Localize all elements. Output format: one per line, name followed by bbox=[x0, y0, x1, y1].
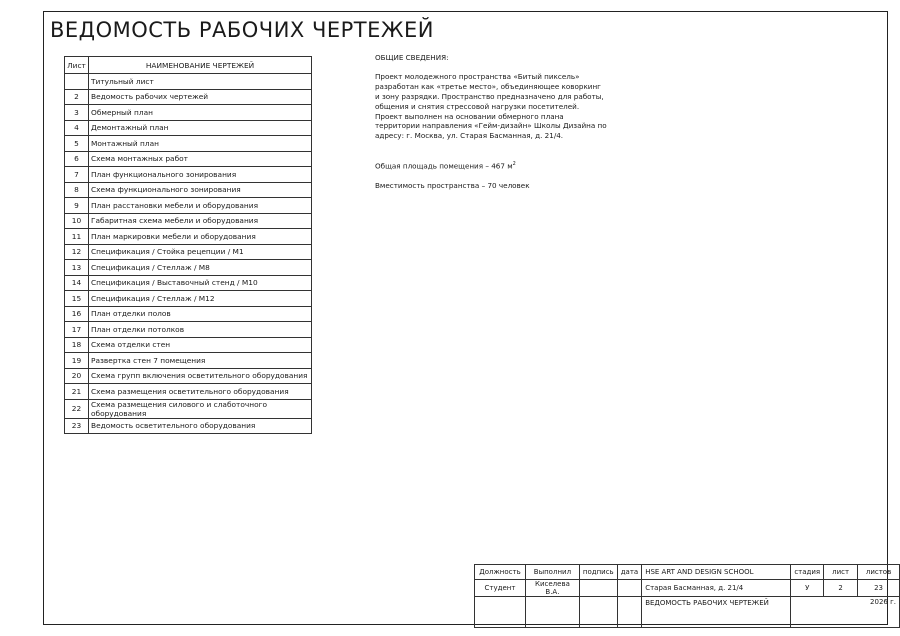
table-row bbox=[65, 322, 312, 338]
table-row bbox=[65, 291, 312, 307]
table-row bbox=[65, 229, 312, 245]
table-row bbox=[65, 368, 312, 384]
page-title: ВЕДОМОСТЬ РАБОЧИХ ЧЕРТЕЖЕЙ bbox=[50, 18, 434, 42]
sheet-number: 3 bbox=[65, 105, 89, 121]
stamp-address: Старая Басманная, д. 21/4 bbox=[642, 580, 791, 597]
stamp-signature bbox=[579, 580, 617, 597]
drawings-list-table bbox=[64, 56, 312, 434]
sheet-name: Ведомость рабочих чертежей bbox=[89, 89, 312, 105]
table-row bbox=[65, 384, 312, 400]
column-header-name: НАИМЕНОВАНИЕ ЧЕРТЕЖЕЙ bbox=[89, 57, 312, 74]
sheet-number: 19 bbox=[65, 353, 89, 369]
info-line: Проект молодежного пространства «Битый пиксель» bbox=[375, 72, 580, 82]
sheet-number: 20 bbox=[65, 368, 89, 384]
info-line: общения и снятия стрессовой нагрузки посетителей. bbox=[375, 101, 580, 111]
stamp-header-stage: стадия bbox=[791, 565, 824, 580]
sheet-name: План отделки потолков bbox=[89, 322, 312, 338]
sheet-number: 16 bbox=[65, 306, 89, 322]
table-row bbox=[65, 89, 312, 105]
sheet-name: Схема функционального зонирования bbox=[89, 182, 312, 198]
table-row bbox=[65, 198, 312, 214]
table-row bbox=[65, 213, 312, 229]
sheet-number: 8 bbox=[65, 182, 89, 198]
info-paragraph bbox=[375, 72, 615, 141]
table-row bbox=[65, 167, 312, 183]
table-row bbox=[65, 244, 312, 260]
info-area: Общая площадь помещения – 467 $м^2$ bbox=[375, 161, 516, 171]
table-row bbox=[65, 151, 312, 167]
sheet-name: Обмерный план bbox=[89, 105, 312, 121]
sheet-number: 23 bbox=[65, 418, 89, 434]
table-row bbox=[65, 182, 312, 198]
table-row bbox=[65, 120, 312, 136]
stamp-position: Студент bbox=[475, 580, 526, 597]
stamp-header-sheet: лист bbox=[824, 565, 858, 580]
info-line: разработан как «третье место», объединяющее коворкинг bbox=[375, 82, 601, 92]
sheet-name: Спецификация / Стеллаж / М12 bbox=[89, 291, 312, 307]
stamp-header-signature: подпись bbox=[579, 565, 617, 580]
table-row bbox=[65, 275, 312, 291]
sheet-name: Ведомость осветительного оборудования bbox=[89, 418, 312, 434]
info-line: территории направления «Гейм-дизайн» Школы Дизайна по bbox=[375, 121, 607, 131]
info-heading: ОБЩИЕ СВЕДЕНИЯ: bbox=[375, 53, 449, 62]
sheet-number: 9 bbox=[65, 198, 89, 214]
sheet-name: Монтажный план bbox=[89, 136, 312, 152]
stamp-header-position: Должность bbox=[475, 565, 526, 580]
title-block bbox=[474, 564, 900, 628]
sheet-name: Демонтажный план bbox=[89, 120, 312, 136]
sheet-name: Схема размещения силового и слаботочного оборудования bbox=[89, 399, 312, 418]
sheet-number: 13 bbox=[65, 260, 89, 276]
stamp-sheets: 23 bbox=[858, 580, 900, 597]
sheet-name: Габаритная схема мебели и оборудования bbox=[89, 213, 312, 229]
sheet-number: 10 bbox=[65, 213, 89, 229]
sheet-number: 18 bbox=[65, 337, 89, 353]
sheet-name: Спецификация / Стойка рецепции / М1 bbox=[89, 244, 312, 260]
info-line: адресу: г. Москва, ул. Старая Басманная, д. 21/4. bbox=[375, 131, 564, 141]
sheet-name: План расстановки мебели и оборудования bbox=[89, 198, 312, 214]
general-info bbox=[375, 53, 615, 191]
sheet-number bbox=[65, 74, 89, 90]
info-line: и зону разрядки. Пространство предназначено для работы, bbox=[375, 91, 604, 101]
sheet-name: Спецификация / Стеллаж / М8 bbox=[89, 260, 312, 276]
info-capacity: Вместимость пространства – 70 человек bbox=[375, 180, 530, 190]
sheet-name: Титульный лист bbox=[89, 74, 312, 90]
column-header-sheet: Лист bbox=[65, 57, 89, 74]
table-row bbox=[65, 105, 312, 121]
sheet-name: План маркировки мебели и оборудования bbox=[89, 229, 312, 245]
table-row bbox=[65, 74, 312, 90]
sheet-number: 17 bbox=[65, 322, 89, 338]
sheet-number: 5 bbox=[65, 136, 89, 152]
stamp-date bbox=[617, 580, 642, 597]
sheet-name: План отделки полов bbox=[89, 306, 312, 322]
sheet-name: Схема отделки стен bbox=[89, 337, 312, 353]
sheet-number: 12 bbox=[65, 244, 89, 260]
table-row bbox=[65, 418, 312, 434]
sheet-name: План функционального зонирования bbox=[89, 167, 312, 183]
sheet-number: 6 bbox=[65, 151, 89, 167]
sheet-number: 7 bbox=[65, 167, 89, 183]
sheet-name: Схема групп включения осветительного оборудования bbox=[89, 368, 312, 384]
sheet-number: 15 bbox=[65, 291, 89, 307]
sheet-name: Схема размещения осветительного оборудования bbox=[89, 384, 312, 400]
stamp-header-done: Выполнил bbox=[525, 565, 579, 580]
table-row bbox=[65, 306, 312, 322]
table-row bbox=[65, 136, 312, 152]
table-row bbox=[65, 353, 312, 369]
stamp-sheet-title: ВЕДОМОСТЬ РАБОЧИХ ЧЕРТЕЖЕЙ bbox=[642, 597, 791, 628]
stamp-sheet: 2 bbox=[824, 580, 858, 597]
stamp-school: HSE ART AND DESIGN SCHOOL bbox=[642, 565, 791, 580]
stamp-header-sheets: листов bbox=[858, 565, 900, 580]
sheet-number: 2 bbox=[65, 89, 89, 105]
stamp-header-date: дата bbox=[617, 565, 642, 580]
info-line: Проект выполнен на основании обмерного плана bbox=[375, 111, 564, 121]
stamp-year: 2026 г. bbox=[791, 597, 900, 628]
table-row bbox=[65, 399, 312, 418]
stamp-author: Киселева В.А. bbox=[525, 580, 579, 597]
sheet-number: 11 bbox=[65, 229, 89, 245]
sheet-number: 22 bbox=[65, 399, 89, 418]
sheet-number: 14 bbox=[65, 275, 89, 291]
sheet-number: 4 bbox=[65, 120, 89, 136]
sheet-name: Развертка стен 7 помещения bbox=[89, 353, 312, 369]
stamp-stage: У bbox=[791, 580, 824, 597]
sheet-name: Спецификация / Выставочный стенд / М10 bbox=[89, 275, 312, 291]
sheet-number: 21 bbox=[65, 384, 89, 400]
sheet-name: Схема монтажных работ bbox=[89, 151, 312, 167]
table-row bbox=[65, 260, 312, 276]
table-row bbox=[65, 337, 312, 353]
